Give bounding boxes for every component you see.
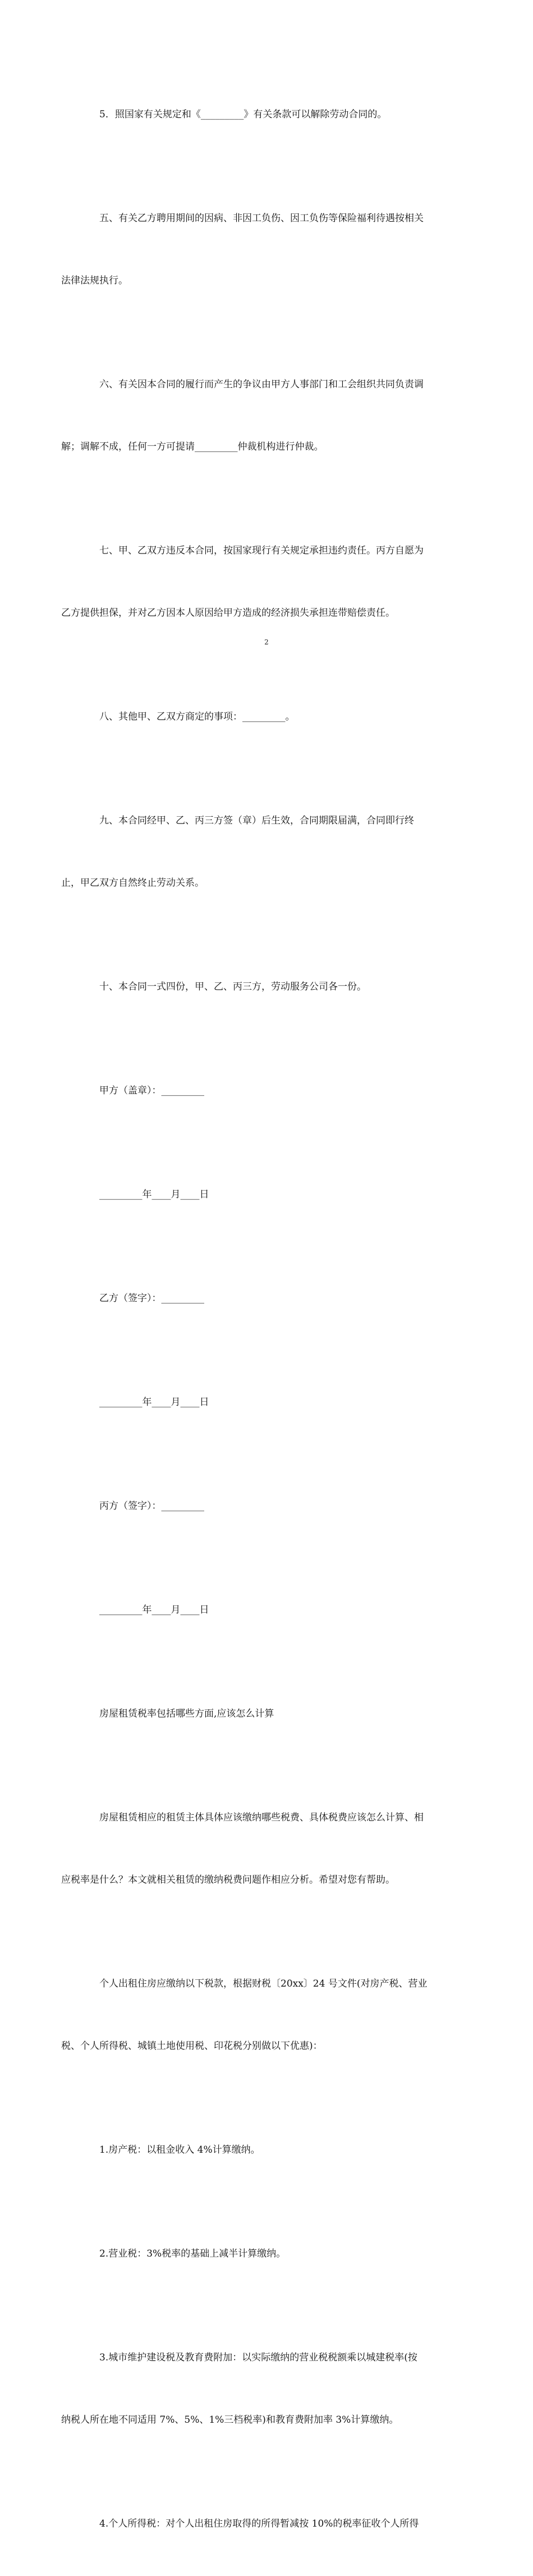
text-line: 4.个人所得税：对个人出租住房取得的所得暂减按 10%的税率征收个人所得 [99, 2518, 419, 2529]
text-line: 丙方（签字）：_________ [99, 1500, 204, 1512]
text-line: 乙方提供担保，并对乙方因本人原因给甲方造成的经济损失承担连带赔偿责任。 [61, 607, 395, 619]
paragraph-tax-item-4 [80, 2472, 453, 2576]
text-line: 十、本合同一式四份，甲、乙、丙三方，劳动服务公司各一份。 [99, 981, 366, 992]
text-line: 解；调解不成，任何一方可提请_________仲裁机构进行仲裁。 [61, 441, 324, 452]
signature-party-b [80, 1247, 453, 1351]
section-heading [80, 1662, 453, 1766]
text-line: 五、有关乙方聘用期间的因病、非因工负伤、因工负伤等保险福利待遇按相关 [99, 213, 424, 224]
paragraph-tax-item-3 [61, 2306, 453, 2472]
text-line: 2.营业税：3%税率的基础上减半计算缴纳。 [99, 2248, 286, 2259]
signature-party-c [80, 1454, 453, 1558]
page-number: 2 [264, 638, 269, 646]
signature-party-a [80, 1039, 453, 1143]
document-body [61, 63, 453, 2576]
text-line: _________年____月____日 [99, 1604, 209, 1616]
text-line: 九、本合同经甲、乙、丙三方签（章）后生效，合同期限届满，合同即行终 [99, 815, 414, 826]
text-line: 房屋租赁税率包括哪些方面,应该怎么计算 [99, 1708, 274, 1719]
text-line: 5．照国家有关规定和《_________》有关条款可以解除劳动合同的。 [99, 109, 387, 120]
text-line: 法律法规执行。 [61, 275, 128, 286]
text-line: 七、甲、乙双方违反本合同，按国家现行有关规定承担违约责任。丙方自愿为 [99, 545, 424, 556]
text-line: 1.房产税：以租金收入 4%计算缴纳。 [99, 2144, 260, 2156]
text-line: 3.城市维护建设税及教育费附加：以实际缴纳的营业税税额乘以城建税率(按 [99, 2352, 417, 2363]
paragraph-clause-nine [61, 769, 453, 935]
text-line: 纳税人所在地不同适用 7%、5%、1%三档税率)和教育费附加率 3%计算缴纳。 [61, 2414, 399, 2426]
text-line: 个人出租住房应缴纳以下税款，根据财税〔20xx〕24 号文件(对房产税、营业 [99, 1978, 428, 1989]
paragraph-clause-six [61, 333, 453, 499]
paragraph-clause-5 [80, 63, 453, 167]
paragraph-clause-ten [80, 935, 453, 1039]
signature-date-b [80, 1351, 453, 1454]
signature-date-a [80, 1143, 453, 1247]
text-line: _________年____月____日 [99, 1397, 209, 1408]
signature-date-c [80, 1558, 453, 1662]
paragraph-tax-item-1 [80, 2098, 453, 2202]
text-line: 税、个人所得税、城镇土地使用税、印花税分别做以下优惠)： [61, 2040, 323, 2052]
text-line: 应税率是什么？本文就相关租赁的缴纳税费问题作相应分析。希望对您有帮助。 [61, 1874, 395, 1886]
text-line: 六、有关因本合同的履行而产生的争议由甲方人事部门和工会组织共同负责调 [99, 379, 424, 390]
text-line: 八、其他甲、乙双方商定的事项：_________。 [99, 711, 295, 722]
text-line: 止，甲乙双方自然终止劳动关系。 [61, 877, 204, 889]
text-line: 甲方（盖章）：_________ [99, 1085, 204, 1096]
paragraph-clause-five [61, 167, 453, 333]
paragraph-tax-list-intro [61, 1932, 453, 2098]
text-line: 房屋租赁相应的租赁主体具体应该缴纳哪些税费、具体税费应该怎么计算、相 [99, 1812, 424, 1823]
paragraph-clause-eight [80, 665, 453, 769]
paragraph-tax-item-2 [80, 2202, 453, 2306]
paragraph-intro [61, 1766, 453, 1932]
text-line: _________年____月____日 [99, 1189, 209, 1200]
text-line: 乙方（签字）：_________ [99, 1293, 204, 1304]
